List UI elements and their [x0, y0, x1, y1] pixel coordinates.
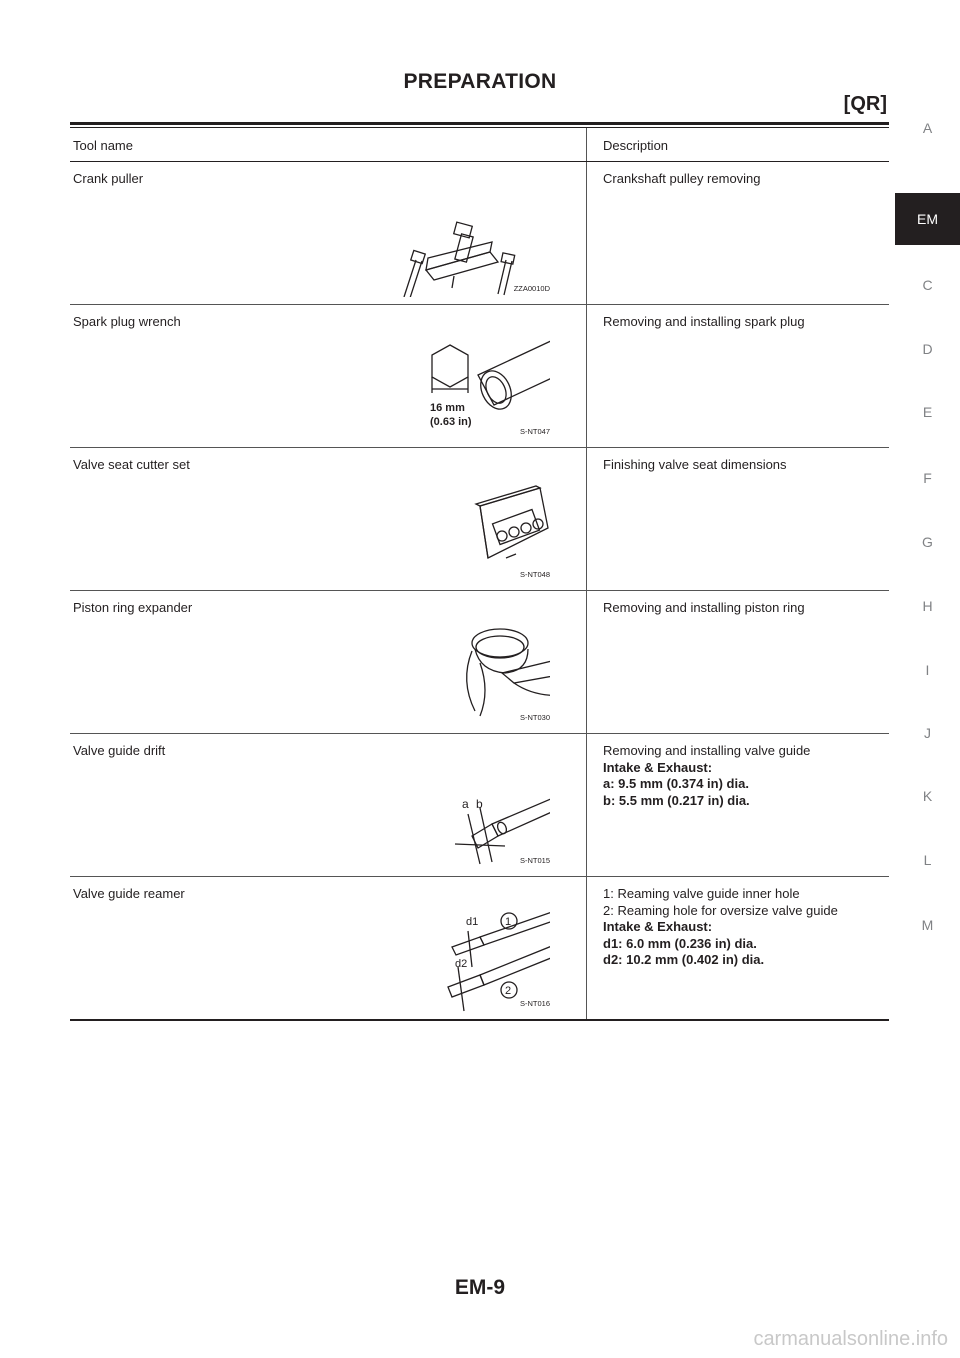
figure-code: S-NT047: [519, 427, 550, 436]
index-tab-j[interactable]: J: [924, 725, 931, 741]
crank-puller-icon: [330, 172, 550, 297]
page-title: PREPARATION: [403, 70, 557, 93]
watermark[interactable]: carmanualsonline.info: [753, 1328, 948, 1350]
tool-name: Crank puller: [73, 171, 144, 186]
figure-code: ZZA0010D: [513, 284, 550, 293]
tool-name: Valve seat cutter set: [73, 457, 190, 472]
tool-description: Removing and installing valve guide Intake & Exhaust: a: 9.5 mm (0.374 in) dia. b: 5.5 mm (0.217 in) dia.: [603, 743, 811, 808]
tool-description: Crankshaft pulley removing: [603, 171, 761, 186]
wrench-size-inch-label: (0.63 in): [430, 416, 472, 428]
column-header-description: Description: [603, 138, 669, 153]
index-tab-c[interactable]: C: [922, 277, 933, 293]
tool-description: Removing and installing piston ring: [603, 600, 805, 615]
piston-ring-expander-icon: [330, 601, 550, 726]
tool-name: Piston ring expander: [73, 600, 193, 615]
reamer-label-d2: d2: [455, 958, 468, 970]
figure-code: S-NT015: [519, 856, 550, 865]
drift-label-a: a: [462, 797, 469, 811]
figure-code: S-NT030: [519, 713, 550, 722]
figure-code: S-NT048: [519, 570, 550, 579]
index-tab-d[interactable]: D: [922, 341, 933, 357]
index-tab-l[interactable]: L: [923, 852, 932, 868]
index-tab-i[interactable]: I: [925, 662, 930, 678]
section-code: [QR]: [843, 93, 887, 115]
tool-name: Valve guide reamer: [73, 886, 185, 901]
table-row: [70, 448, 889, 591]
reamer-label-d1: d1: [466, 916, 479, 928]
index-tab-e[interactable]: E: [922, 404, 933, 420]
valve-seat-cutter-set-icon: [330, 458, 550, 583]
valve-guide-reamer-icon: [330, 887, 550, 1012]
index-tab-a[interactable]: A: [922, 120, 933, 136]
table-row: [70, 877, 889, 1021]
reamer-callout-2: 2: [505, 985, 512, 997]
header-rule: [70, 122, 889, 125]
figure-code: S-NT016: [519, 999, 550, 1008]
table-row: [70, 162, 889, 305]
tool-description: Finishing valve seat dimensions: [603, 457, 787, 472]
drift-label-b: b: [476, 797, 483, 811]
wrench-size-label: 16 mm: [430, 402, 465, 414]
table-header: [70, 128, 889, 162]
index-tab-g[interactable]: G: [922, 534, 933, 550]
spark-plug-wrench-icon: [330, 315, 550, 440]
reamer-callout-1: 1: [505, 916, 512, 928]
index-tab-em[interactable]: EM: [895, 193, 960, 245]
tool-name: Valve guide drift: [73, 743, 166, 758]
table-row: [70, 734, 889, 877]
index-tab-k[interactable]: K: [922, 788, 933, 804]
column-header-tool-name: Tool name: [73, 138, 133, 153]
tool-name: Spark plug wrench: [73, 314, 181, 329]
index-tab-f[interactable]: F: [923, 470, 932, 486]
index-tab-m[interactable]: M: [921, 917, 934, 933]
index-tab-h[interactable]: H: [922, 598, 933, 614]
valve-guide-drift-icon: [330, 744, 550, 869]
table-row: [70, 591, 889, 734]
tool-description: Removing and installing spark plug: [603, 314, 805, 329]
page-number: EM-9: [454, 1276, 506, 1299]
table-row: [70, 305, 889, 448]
tool-description: 1: Reaming valve guide inner hole 2: Reaming hole for oversize valve guide Intake & Exhaust: d1: 6.0 mm (0.236 in) dia. d2: 10.2 mm (0.402 in) dia.: [603, 886, 838, 967]
tool-table: [70, 128, 889, 1021]
